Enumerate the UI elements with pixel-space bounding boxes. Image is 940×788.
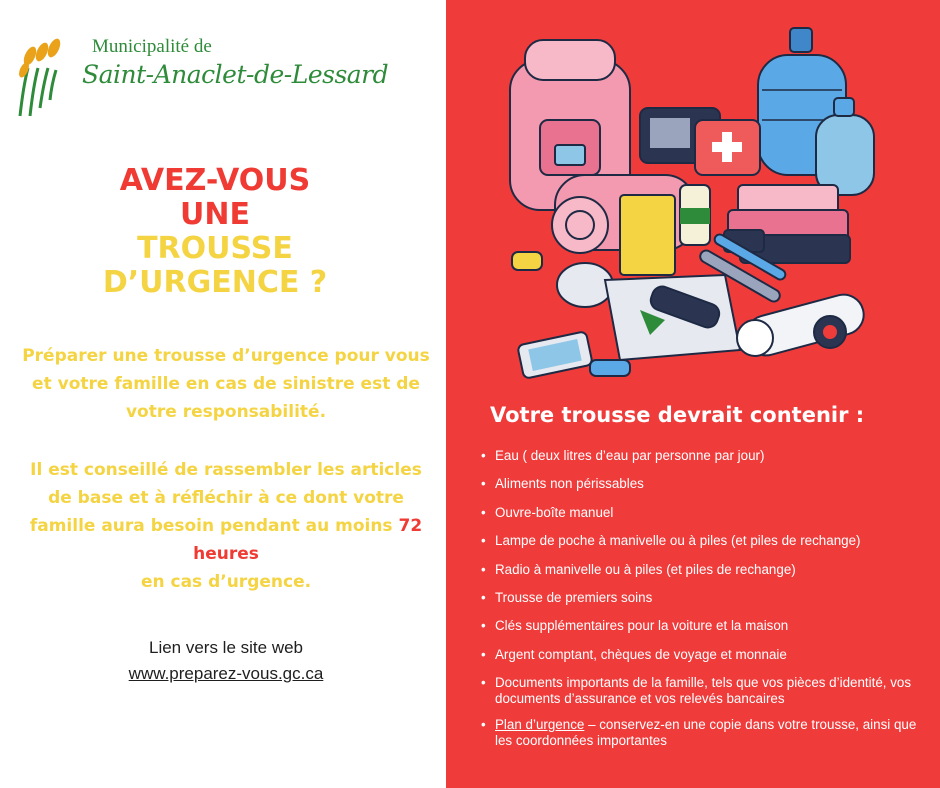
map-icon (605, 275, 740, 360)
list-item: • Ouvre-boîte manuel (480, 505, 930, 521)
website-link-label: Lien vers le site web (148, 638, 304, 657)
emergency-plan-text: – conservez-en une copie dans votre trousse, ainsi que les coordonnées importantes (495, 717, 917, 749)
headline (40, 164, 390, 300)
phone-icon (517, 331, 593, 379)
emergency-kit-illustration (500, 20, 900, 390)
list-item: • Eau ( deux litres d’eau par personne par jour) (480, 448, 930, 464)
list-item: • Lampe de poche à manivelle ou à piles (et piles de rechange) (480, 533, 930, 549)
headline-line-2: UNE (180, 197, 250, 232)
list-item: • Argent comptant, chèques de voyage et monnaie (480, 647, 930, 663)
list-item: • Documents importants de la famille, tels que vos pièces d’identité, vos documents d’assurance et vos relevés bancaires (480, 675, 930, 707)
list-item: • Aliments non périssables (480, 476, 930, 492)
list-item: • Trousse de premiers soins (480, 590, 930, 606)
kit-item-list (480, 448, 930, 762)
list-item-emergency-plan (480, 717, 930, 749)
dust-mask-icon (557, 263, 613, 307)
list-item: • Clés supplémentaires pour la voiture et la maison (480, 618, 930, 634)
intro-p2-text: Il est conseillé de rassembler les articles de base et à réfléchir à ce dont votre famille aura besoin pendant au moins (29, 460, 422, 536)
website-link[interactable]: www.preparez-vous.gc.ca (128, 664, 324, 683)
wheat-logo-icon (14, 28, 66, 120)
food-can-icon (680, 185, 710, 245)
headline-line-1: AVEZ-VOUS (119, 163, 311, 198)
plastic-sheet-roll-icon (737, 290, 868, 360)
headline-line-3: TROUSSE (137, 231, 293, 266)
logo-line-2: Saint-Anaclet-de-Lessard (82, 60, 389, 89)
document-folder-icon (620, 195, 675, 275)
emergency-plan-link[interactable]: Plan d’urgence (495, 717, 585, 733)
headline-line-4: D’URGENCE ? (102, 265, 328, 300)
logo-line-1: Municipalité de (92, 36, 212, 57)
duct-tape-icon (814, 316, 846, 348)
list-item: • Radio à manivelle ou à piles (et piles de rechange) (480, 562, 930, 578)
first-aid-kit-icon (695, 120, 760, 175)
whistle-icon (512, 252, 542, 270)
charger-icon (590, 360, 630, 376)
intro-p2-end: en cas d’urgence. (140, 572, 312, 592)
intro-p2-highlight: 72 heures (193, 516, 423, 564)
left-panel (0, 0, 446, 788)
kit-list-title: Votre trousse devrait contenir : (490, 403, 865, 427)
intro-paragraph-1: Préparer une trousse d’urgence pour vous et votre famille en cas de sinistre est de votre responsabilité. (22, 346, 430, 422)
municipality-logo (14, 28, 434, 120)
water-jug-icon (758, 28, 874, 195)
intro-paragraph-2 (20, 456, 432, 596)
